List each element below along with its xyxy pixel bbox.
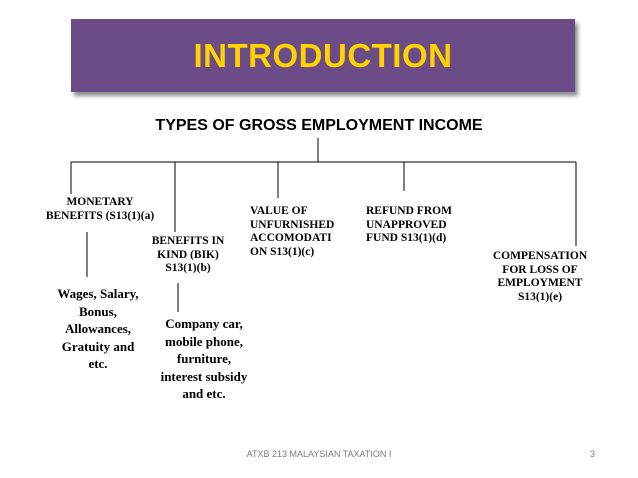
- bik-examples: Company car, mobile phone, furniture, interest subsidy and etc.: [160, 316, 248, 401]
- category-compensation: COMPENSATION FOR LOSS OF EMPLOYMENT S13(1)(e): [492, 250, 588, 303]
- page-number: 3: [590, 449, 596, 459]
- category-refund: REFUND FROM UNAPPROVED FUND S13(1)(d): [366, 205, 452, 244]
- slide-title: INTRODUCTION: [193, 37, 453, 74]
- category-accommodation: VALUE OF UNFURNISHED ACCOMODATI ON S13(1)(c): [250, 205, 335, 258]
- category-bik: BENEFITS IN KIND (BIK) S13(1)(b): [151, 235, 225, 274]
- diagram-subtitle: TYPES OF GROSS EMPLOYMENT INCOME: [155, 117, 483, 134]
- category-monetary: MONETARY BENEFITS (S13(1)(a): [45, 196, 155, 222]
- footer-course: ATXB 213 MALAYSIAN TAXATION I: [246, 449, 392, 459]
- monetary-examples: Wages, Salary, Bonus, Allowances, Gratuity and etc.: [57, 286, 139, 371]
